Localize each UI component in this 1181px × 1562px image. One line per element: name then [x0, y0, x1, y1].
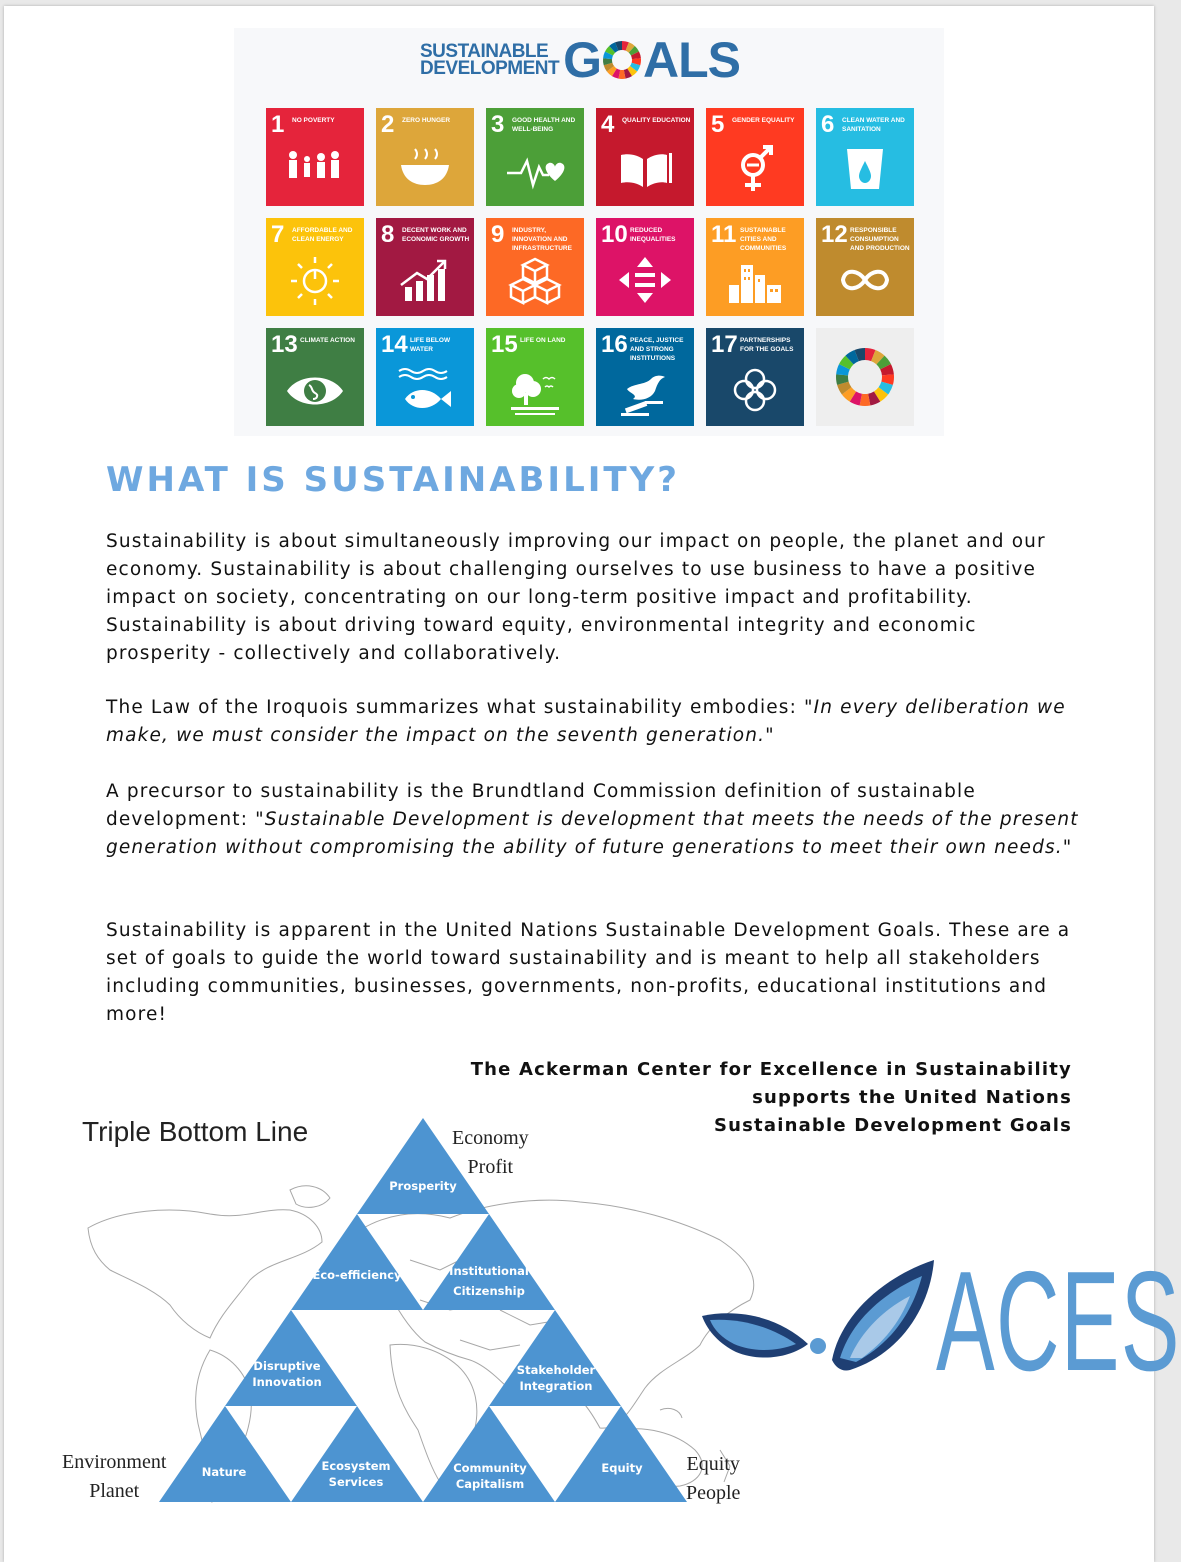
paragraph-iroquois — [106, 694, 1081, 750]
sdg-tile-label: AFFORDABLE AND CLEAN ENERGY — [292, 227, 353, 243]
sdg-tile-number: 6 — [821, 111, 835, 138]
paragraph-definition: Sustainability is about simultaneously improving our impact on people, the planet and our economy. Sustainability is about challenging ourselves to use business to have a positive impact on society, concentrating on our long-term positive impact and profitability. Sustainability is about driving toward equity, environmental integrity and economic prosperity - collectively and collaboratively. — [106, 531, 1046, 664]
segment-prosperity: Prosperity — [389, 1179, 457, 1193]
gender-icon — [725, 144, 785, 198]
sdg-poster-title — [420, 34, 740, 86]
sdg-tile-label: ZERO HUNGER — [402, 117, 451, 124]
bowl-icon — [395, 144, 455, 198]
sdg-poster — [234, 28, 944, 436]
sdg-tile-label: SUSTAINABLE CITIES AND COMMUNITIES — [740, 227, 787, 252]
segment-eco-efficiency: Eco-efficiency — [312, 1268, 402, 1282]
tree-icon — [505, 364, 565, 418]
sdg-tile-number: 17 — [711, 331, 738, 358]
supports-line1: The Ackerman Center for Excellence in Sustainability — [470, 1059, 1072, 1080]
sdg-tile-number: 15 — [491, 331, 518, 358]
sdg-tile-4 — [596, 108, 694, 206]
growth-chart-icon — [395, 254, 455, 308]
sdg-tile-label: RESPONSIBLE CONSUMPTION AND PRODUCTION — [850, 227, 910, 252]
sdg-tile-label: CLEAN WATER AND SANITATION — [842, 117, 905, 133]
sdg-tile-label: CLIMATE ACTION — [300, 337, 355, 344]
sdg-tile-label: PEACE, JUSTICE AND STRONG INSTITUTIONS — [630, 337, 684, 362]
sdg-tile-label: REDUCED INEQUALITIES — [630, 227, 676, 243]
segment-disruptive-innovation: Disruptive Innovation — [252, 1359, 322, 1389]
book-icon — [615, 144, 675, 198]
triple-bottom-line-diagram — [60, 1110, 770, 1530]
sdg-tile-number: 16 — [601, 331, 628, 358]
sdg-tile-16 — [596, 328, 694, 426]
sdg-tile-number: 4 — [601, 111, 615, 138]
sdg-tile-3 — [486, 108, 584, 206]
triangle-eco-efficiency — [291, 1214, 423, 1310]
sdg-tile-number: 12 — [821, 221, 848, 248]
sdg-tile-number: 8 — [381, 221, 395, 248]
cubes-icon — [505, 254, 565, 308]
sdg-tile-14 — [376, 328, 474, 426]
sdg-tile-13 — [266, 328, 364, 426]
aces-leaf-logo-icon — [700, 1258, 940, 1398]
segment-ecosystem-services: Ecosystem Services — [321, 1459, 391, 1489]
sdg-tile-2 — [376, 108, 474, 206]
paragraph-un-goals: Sustainability is apparent in the United Nations Sustainable Development Goals. These are a set of goals to guide the world toward sustainability and is meant to help all stakeholders including communities, businesses, governments, non-profits, educational institutions and more! — [106, 920, 1071, 1025]
sdg-tile-5 — [706, 108, 804, 206]
sdg-tile-8 — [376, 218, 474, 316]
equality-arrows-icon — [615, 254, 675, 308]
sdg-tile-17 — [706, 328, 804, 426]
economy-label: Economy — [452, 1127, 529, 1149]
iroquois-quote: "In every deliberation we make, we must consider the impact on the seventh generation." — [106, 697, 1066, 746]
sdg-tile-12 — [816, 218, 914, 316]
page-heading: WHAT IS SUSTAINABILITY? — [106, 460, 680, 500]
sdg-tile-10 — [596, 218, 694, 316]
triangle-equity — [555, 1406, 687, 1502]
sdg-tile-number: 14 — [381, 331, 408, 358]
flower-rings-icon — [725, 364, 785, 418]
sdg-wheel-tile — [816, 328, 914, 426]
sdg-tile-number: 3 — [491, 111, 505, 138]
sdg-goals-grid — [266, 108, 914, 426]
sdg-tile-label: LIFE ON LAND — [520, 337, 566, 344]
sdg-tile-label: DECENT WORK AND ECONOMIC GROWTH — [402, 227, 470, 243]
segment-nature: Nature — [201, 1465, 247, 1479]
sdg-color-wheel-icon — [602, 40, 642, 80]
equity-label: Equity — [686, 1453, 740, 1475]
sdg-tile-15 — [486, 328, 584, 426]
planet-label: Planet — [89, 1480, 140, 1502]
segment-equity: Equity — [601, 1461, 643, 1475]
dove-gavel-icon — [615, 364, 675, 418]
sdg-tile-number: 9 — [491, 221, 505, 248]
sdg-tile-label: QUALITY EDUCATION — [622, 117, 691, 124]
sdg-tile-label: GOOD HEALTH AND WELL-BEING — [512, 117, 576, 133]
family-icon — [285, 144, 345, 198]
sdg-tile-7 — [266, 218, 364, 316]
sun-power-icon — [285, 254, 345, 308]
fish-icon — [395, 364, 455, 418]
sdg-tile-6 — [816, 108, 914, 206]
sdg-tile-number: 11 — [711, 221, 737, 248]
brundtland-intro: A precursor to sustainability is the Brundtland Commission definition of sustainable development: — [106, 781, 976, 830]
heartbeat-icon — [505, 144, 565, 198]
sdg-tile-1 — [266, 108, 364, 206]
profit-label: Profit — [467, 1156, 514, 1178]
sdg-tile-number: 2 — [381, 111, 395, 138]
sdg-tile-9 — [486, 218, 584, 316]
segment-community-capitalism: Community Capitalism — [453, 1461, 527, 1491]
paragraph-brundtland — [106, 778, 1081, 862]
sdg-tile-number: 5 — [711, 111, 725, 138]
sdg-color-wheel-icon — [835, 347, 895, 407]
people-label: People — [686, 1482, 741, 1504]
supports-line3: Sustainable Development Goals — [713, 1115, 1072, 1136]
sdg-tile-number: 7 — [271, 221, 285, 248]
city-icon — [725, 254, 785, 308]
triangle-nature — [159, 1406, 291, 1502]
economy-profit-label — [452, 1124, 529, 1182]
sdg-tile-number: 1 — [271, 111, 285, 138]
environment-planet-label — [62, 1448, 166, 1506]
sdg-title-line1: SUSTAINABLE — [420, 41, 549, 62]
eye-globe-icon — [285, 364, 345, 418]
infinity-icon — [835, 254, 895, 308]
sdg-title-big-right: ALS — [643, 32, 741, 88]
segment-institutional-citizenship: Institutional Citizenship — [449, 1264, 529, 1298]
iroquois-intro: The Law of the Iroquois summarizes what sustainability embodies: — [106, 697, 805, 718]
segment-stakeholder-integration: Stakeholder Integration — [516, 1363, 596, 1393]
sdg-tile-label: INDUSTRY, INNOVATION AND INFRASTRUCTURE — [512, 227, 572, 252]
sdg-tile-11 — [706, 218, 804, 316]
sdg-tile-label: PARTNERSHIPS FOR THE GOALS — [740, 337, 794, 353]
aces-logo-text: ACES — [936, 1242, 1181, 1401]
triple-bottom-line-title: Triple Bottom Line — [82, 1116, 309, 1147]
supports-line2: supports the United Nations — [752, 1087, 1072, 1108]
sdg-tile-label: GENDER EQUALITY — [732, 117, 795, 124]
sdg-title-line2: DEVELOPMENT — [420, 58, 560, 79]
equity-people-label — [686, 1450, 740, 1508]
brundtland-quote: "Sustainable Development is development that meets the needs of the present generation without compromising the ability of future generations to meet their own needs." — [106, 809, 1079, 858]
sdg-tile-number: 10 — [601, 221, 628, 248]
sdg-tile-label: LIFE BELOW WATER — [410, 337, 451, 353]
water-glass-icon — [835, 144, 895, 198]
sdg-tile-number: 13 — [271, 331, 298, 358]
sdg-tile-label: NO POVERTY — [292, 117, 335, 124]
environment-label: Environment — [62, 1451, 167, 1473]
sdg-title-big-left: G — [563, 32, 602, 88]
